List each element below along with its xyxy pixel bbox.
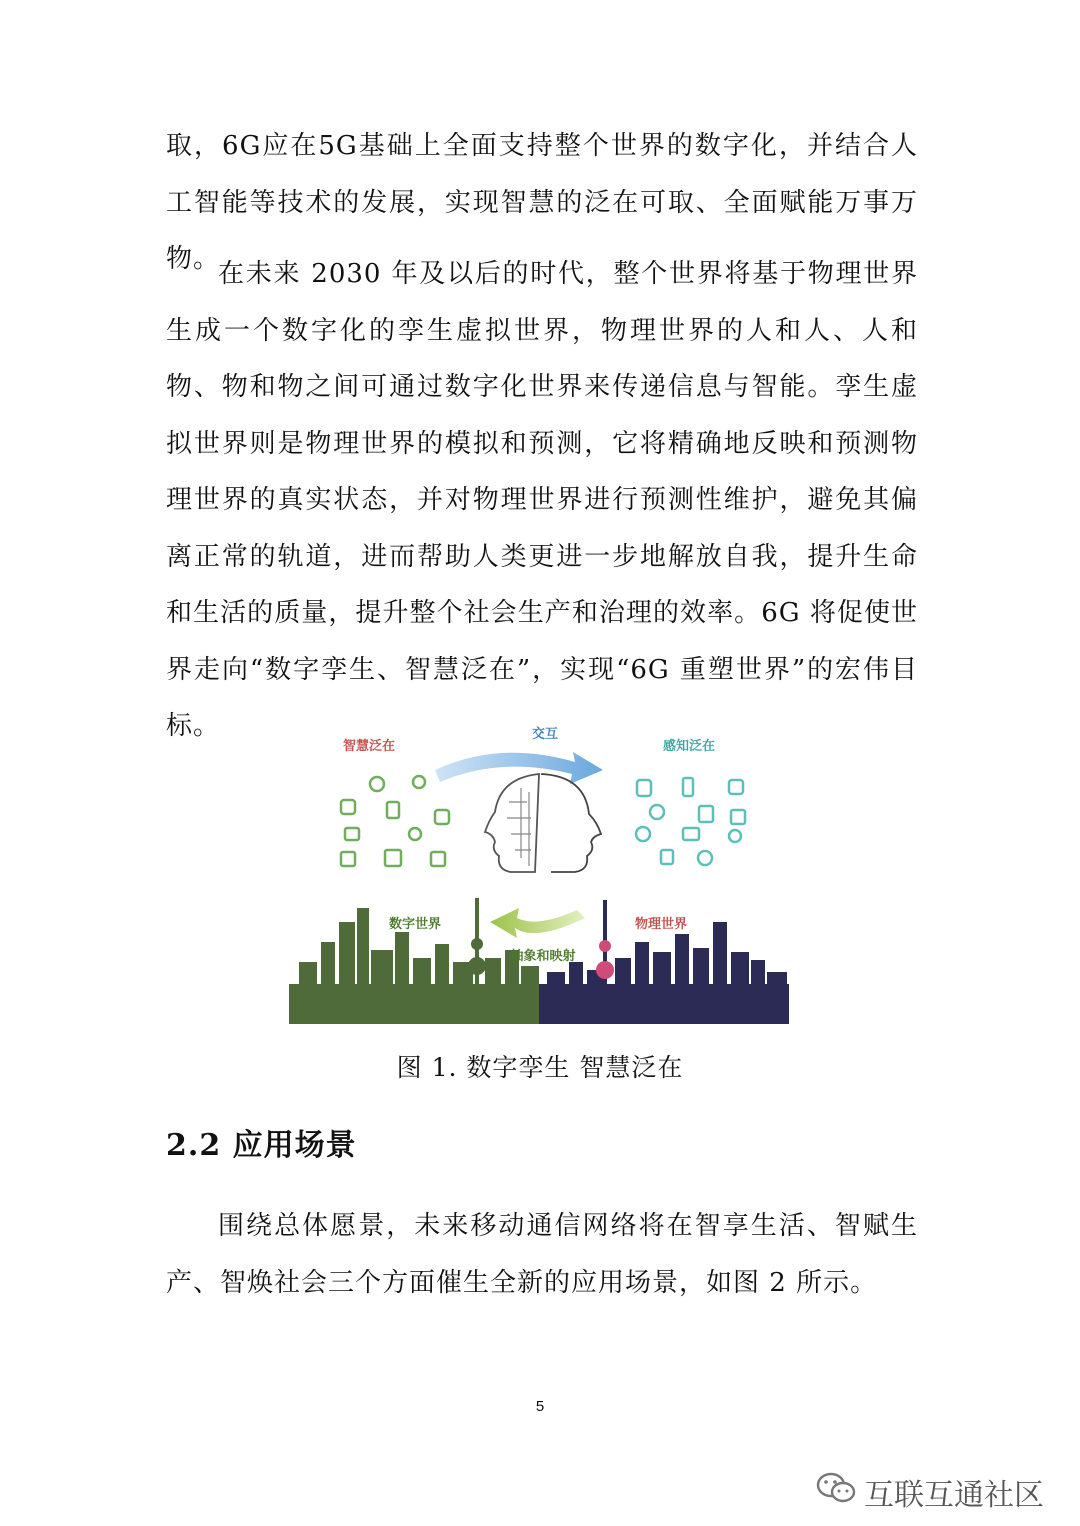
label-sensing-ubiquity: 感知泛在 — [662, 739, 716, 754]
label-smart-ubiquity: 智慧泛在 — [342, 739, 396, 754]
sensing-icons — [636, 778, 745, 865]
page-number: 5 — [535, 1398, 545, 1415]
label-digital-world: 数字世界 — [388, 917, 442, 932]
watermark-text: 互联互通社区 — [864, 1478, 1044, 1513]
paragraph-scenarios: 围绕总体愿景，未来移动通信网络将在智享生活、智赋生产、智焕社会三个方面催生全新的应用场景，如图 2 所示。 — [166, 1211, 918, 1298]
section-heading: 2.2 应用场景 — [166, 1128, 357, 1163]
label-abstraction-mapping: 抽象和映射 — [510, 949, 576, 964]
paragraph-vision: 在未来 2030 年及以后的时代，整个世界将基于物理世界生成一个数字化的孪生虚拟世界，物理世界的人和人、人和物、物和物之间可通过数字化世界来传递信息与智能。孪生虚拟世界则是物理世界的模拟和预测，它将精确地反映和预测物理世界的真实状态，并对物理世界进行预测性维护，避免其偏离正常的轨道，进而帮助人类更进一步地解放自我，提升生命和生活的质量，提升整个社会生产和治理的效率。6G 将促使世界走向“数字孪生、智慧泛在”，实现“6G 重塑世界”的宏伟目标。 — [166, 259, 918, 741]
mapping-arrow — [490, 908, 585, 938]
human-head — [541, 774, 601, 872]
label-physical-world: 物理世界 — [634, 917, 688, 932]
figure-digital-twin — [285, 722, 793, 1028]
watermark — [816, 1470, 1044, 1514]
paragraph-continued: 取，6G应在5G基础上全面支持整个世界的数字化，并结合人工智能等技术的发展，实现智慧的泛在可取、全面赋能万事万物。 — [166, 131, 918, 274]
wechat-icon — [816, 1471, 856, 1513]
figure-caption: 图 1. 数字孪生 智慧泛在 — [396, 1053, 684, 1082]
smart-icons — [341, 776, 449, 866]
label-interaction: 交互 — [531, 727, 559, 742]
digital-head — [485, 774, 539, 872]
